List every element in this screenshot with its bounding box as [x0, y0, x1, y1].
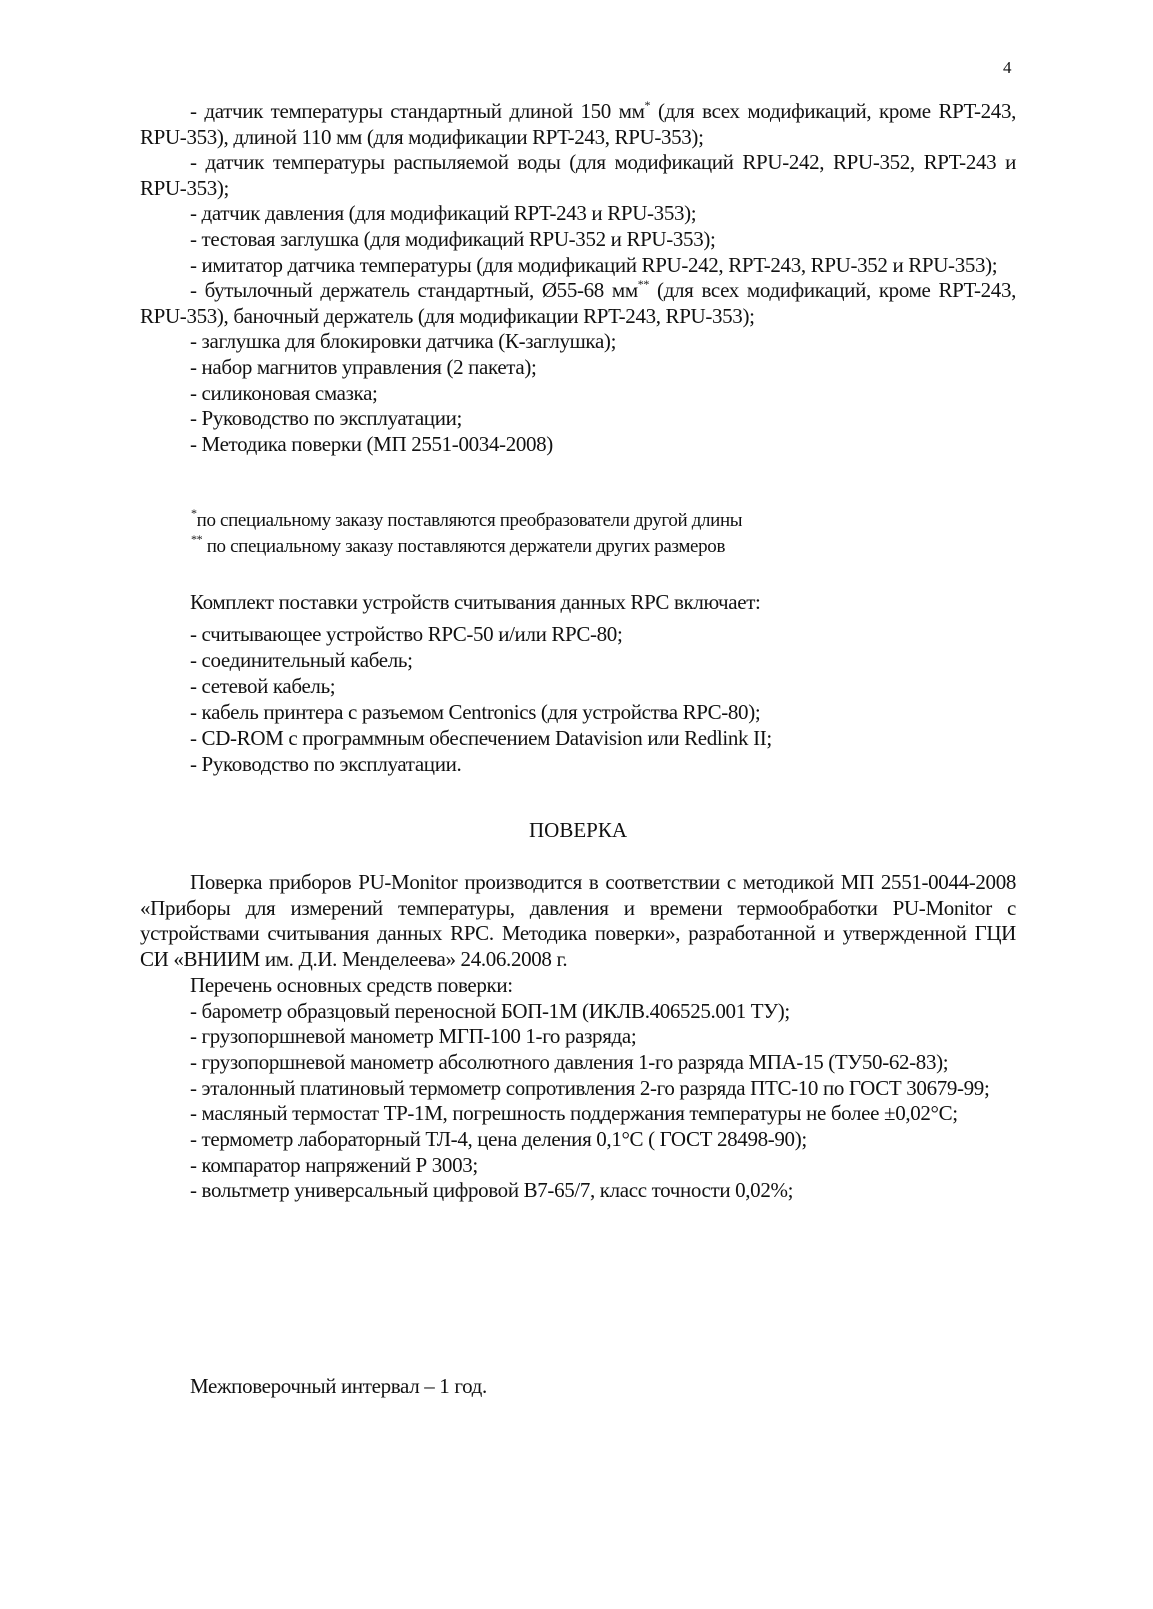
footnote-mark: **	[191, 532, 203, 546]
footnote-text: по специальному заказу поставляются преобразователи другой длины	[196, 510, 743, 531]
list-item	[140, 278, 1016, 329]
kit-list	[140, 99, 1016, 457]
list-item: - барометр образцовый переносной БОП-1М (ИКЛВ.406525.001 ТУ);	[190, 998, 790, 1023]
list-item: - силиконовая смазка;	[190, 380, 378, 405]
footnote-text: по специальному заказу поставляются держатели других размеров	[202, 536, 726, 557]
section-heading: ПОВЕРКА	[528, 818, 628, 842]
list-item: - грузопоршневой манометр МГП-100 1-го разряда;	[190, 1024, 637, 1049]
list-item: - тестовая заглушка (для модификаций RPU-352 и RPU-353);	[190, 226, 716, 251]
footnotes	[140, 508, 1016, 560]
item-text: (для всех модификаций, кроме RPT-243, RPU-353), длиной 110 мм (для модификации RPT-243, RPU-353);	[140, 99, 1017, 149]
list-item: - датчик температуры распыляемой воды (для модификаций RPU-242, RPU-352, RPT-243 и RPU-353);	[140, 150, 1016, 200]
item-text: - датчик температуры стандартный длиной 150 мм	[190, 99, 645, 123]
list-item: - датчик давления (для модификаций RPT-243 и RPU-353);	[190, 201, 697, 226]
list-item: - термометр лабораторный ТЛ-4, цена деления 0,1°С ( ГОСТ 28498-90);	[190, 1127, 807, 1152]
list-item: - Руководство по эксплуатации.	[190, 752, 462, 776]
list-item: - масляный термостат ТР-1М, погрешность поддержания температуры не более ±0,02°С;	[190, 1101, 958, 1126]
footnote-mark: *	[191, 506, 197, 520]
verification-section	[140, 870, 1016, 1204]
list-item: - набор магнитов управления (2 пакета);	[190, 354, 537, 379]
list-item: - имитатор датчика температуры (для модификаций RPU-242, RPT-243, RPU-352 и RPU-353);	[190, 252, 998, 277]
item-text: (для всех модификаций, кроме RPT-243, RPU-353), баночный держатель (для модификации RPT-243, RPU-353);	[140, 278, 1016, 328]
rpc-kit	[140, 589, 1016, 777]
list-item: - заглушка для блокировки датчика (К-заглушка);	[190, 329, 617, 354]
footnote	[140, 534, 1016, 560]
list-item	[140, 99, 1016, 150]
list-item: - грузопоршневой манометр абсолютного давления 1-го разряда МПА-15 (ТУ50-62-83);	[190, 1049, 949, 1074]
list-item: - сетевой кабель;	[190, 674, 336, 698]
footnote-mark: **	[637, 277, 650, 292]
list-item: - считывающее устройство RPC-50 и/или RPC-80;	[190, 622, 623, 646]
page-number: 4	[1003, 58, 1012, 77]
list-item: - кабель принтера с разъемом Centronics (для устройства RPC-80);	[190, 700, 761, 724]
interval-block	[140, 1374, 1016, 1400]
verification-interval: Межповерочный интервал – 1 год.	[190, 1374, 487, 1398]
list-item: - соединительный кабель;	[190, 648, 413, 672]
list-item: - вольтметр универсальный цифровой В7-65/7, класс точности 0,02%;	[190, 1178, 794, 1203]
list-item: - CD-ROM с программным обеспечением Datavision или Redlink II;	[190, 726, 772, 750]
list-item: - Руководство по эксплуатации;	[190, 406, 462, 431]
footnote	[140, 508, 1016, 534]
list-item: - эталонный платиновый термометр сопротивления 2-го разряда ПТС-10 по ГОСТ 30679-99;	[190, 1075, 990, 1100]
list-item: - компаратор напряжений Р 3003;	[190, 1152, 478, 1177]
footnote-mark: *	[644, 98, 651, 112]
verification-paragraph: Поверка приборов PU-Monitor производится в соответствии с методикой МП 2551-0044-2008 «Приборы для измерений температуры, давления и времени термообработки PU-Monitor с устройствами считывания данных RPC. Методика поверки», разработанной и утвержденной ГЦИ СИ «ВНИИМ им. Д.И. Менделеева» 24.06.2008 г.	[140, 870, 1016, 972]
means-title: Перечень основных средств поверки:	[190, 972, 513, 997]
item-text: - бутылочный держатель стандартный, Ø55-68 мм	[190, 278, 638, 303]
rpc-title: Комплект поставки устройств считывания данных RPC включает:	[190, 590, 761, 614]
list-item: - Методика поверки (МП 2551-0034-2008)	[190, 431, 553, 456]
